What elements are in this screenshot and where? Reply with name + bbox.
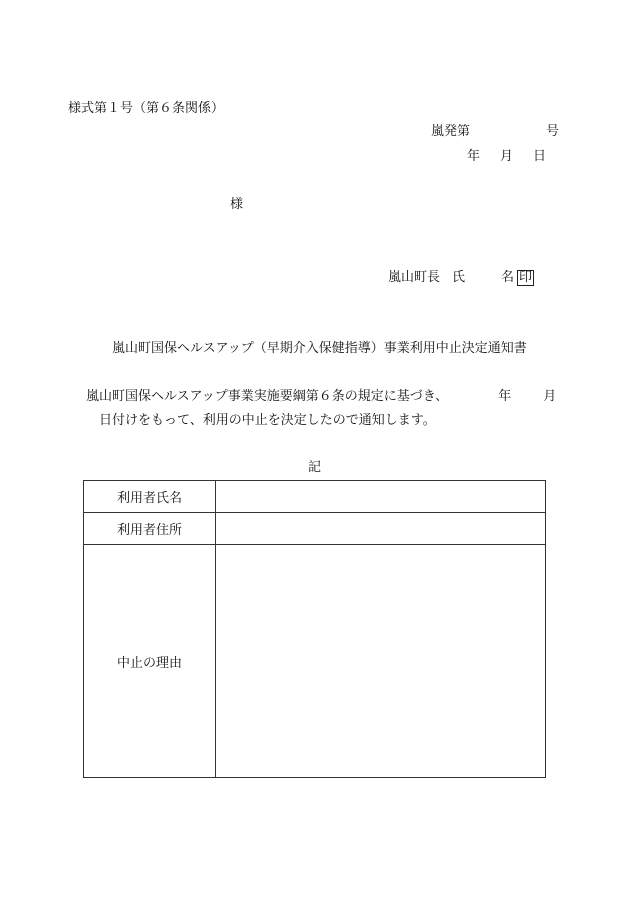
- body-year: 年: [498, 389, 512, 404]
- issue-prefix: 嵐発第: [431, 124, 471, 139]
- table-row-reason: [84, 545, 546, 778]
- sender-title: 嵐山町長: [388, 270, 441, 285]
- date-day: 日: [533, 149, 547, 164]
- detail-table: [83, 480, 546, 778]
- user-name-label: 利用者氏名: [84, 481, 216, 513]
- issue-number-line: [431, 124, 559, 140]
- sender-name-label-2: 名: [501, 270, 515, 285]
- table-row-user-address: [84, 513, 546, 545]
- date-month: 月: [500, 149, 514, 164]
- sender-name-label-1: 氏: [452, 270, 466, 285]
- seal-mark: 印: [519, 270, 533, 285]
- sender-line: [388, 270, 534, 286]
- reason-label: 中止の理由: [84, 545, 216, 778]
- reason-value: [216, 545, 546, 778]
- issue-suffix: 号: [546, 124, 560, 139]
- body-line-2: 日付けをもって、利用の中止を決定したので通知します。: [99, 413, 436, 428]
- date-year: 年: [467, 149, 481, 164]
- document-title: 嵐山町国保ヘルスアップ（早期介入保健指導）事業利用中止決定通知書: [112, 341, 527, 356]
- user-name-value: [216, 481, 546, 513]
- ki-heading: 記: [308, 460, 322, 475]
- user-address-label: 利用者住所: [84, 513, 216, 545]
- recipient-honorific: 様: [230, 197, 244, 212]
- form-label: 様式第１号（第６条関係）: [68, 101, 225, 116]
- body-line-1-text: 嵐山町国保ヘルスアップ事業実施要綱第６条の規定に基づき、: [86, 389, 449, 404]
- body-month: 月: [543, 389, 557, 404]
- user-address-value: [216, 513, 546, 545]
- body-line-1: [86, 389, 556, 405]
- date-line: [467, 149, 546, 165]
- table-row-user-name: [84, 481, 546, 513]
